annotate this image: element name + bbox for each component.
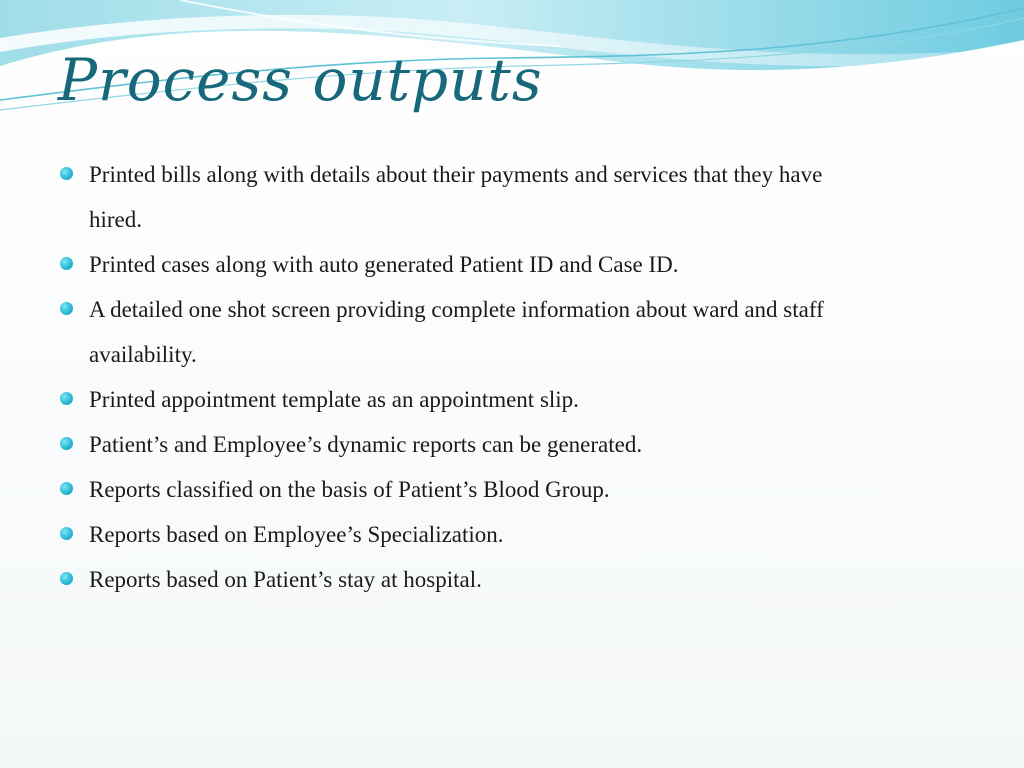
bullet-dot-icon [60, 527, 73, 540]
list-item [60, 430, 840, 467]
list-item [60, 250, 840, 287]
bullet-text: Reports based on Employee’s Specialization. [89, 522, 504, 547]
bullet-dot-icon [60, 167, 73, 180]
bullet-text: Printed cases along with auto generated Patient ID and Case ID. [89, 252, 679, 277]
bullet-dot-icon [60, 392, 73, 405]
list-item [60, 160, 840, 242]
bullet-text: Reports based on Patient’s stay at hospital. [89, 567, 482, 592]
bullet-text: Patient’s and Employee’s dynamic reports can be generated. [89, 432, 643, 457]
list-item [60, 475, 840, 512]
bullet-text: Reports classified on the basis of Patient’s Blood Group. [89, 477, 610, 502]
bullet-dot-icon [60, 257, 73, 270]
bullet-dot-icon [60, 572, 73, 585]
bullet-list [60, 160, 840, 610]
list-item [60, 565, 840, 602]
bullet-dot-icon [60, 482, 73, 495]
bullet-text: A detailed one shot screen providing complete information about ward and staff availability. [89, 297, 824, 367]
list-item [60, 385, 840, 422]
bullet-dot-icon [60, 437, 73, 450]
list-item [60, 520, 840, 557]
bullet-dot-icon [60, 302, 73, 315]
slide-title: Process outputs [58, 46, 543, 114]
list-item [60, 295, 840, 377]
bullet-text: Printed bills along with details about their payments and services that they have hired. [89, 162, 823, 232]
bullet-text: Printed appointment template as an appointment slip. [89, 387, 579, 412]
